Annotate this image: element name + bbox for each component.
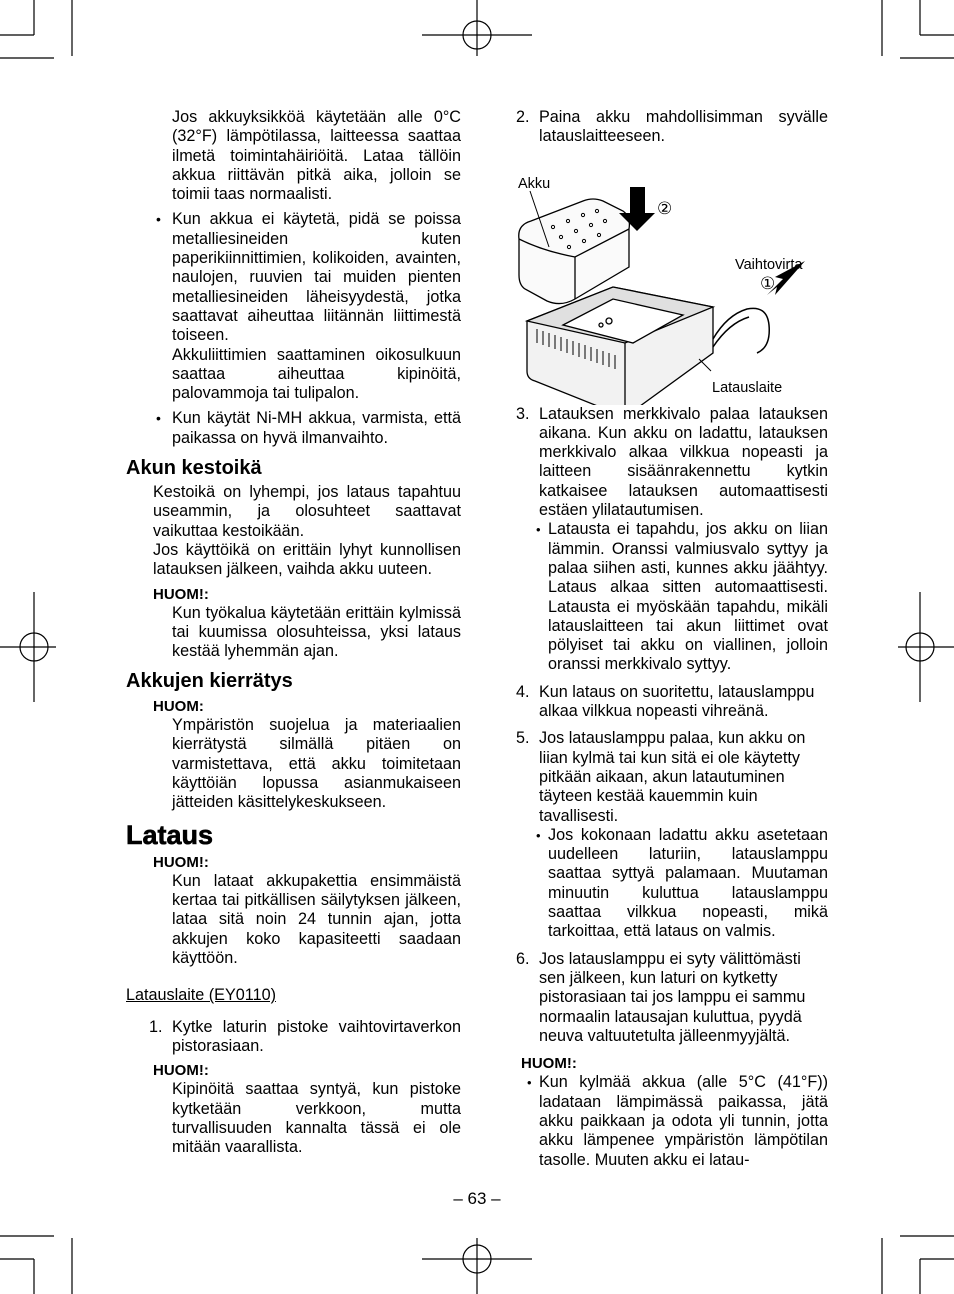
bullet-dot-icon: • <box>527 1075 532 1091</box>
charger-illustration <box>513 147 825 405</box>
section-paragraph: Jos käyttöikä on erittäin lyhyt kunnollisen latauksen jälkeen, vaihda akku uuteen. <box>153 540 461 579</box>
marker-2-icon: ② <box>657 198 673 218</box>
section-heading-lataus: Lataus <box>126 819 214 850</box>
step-item <box>516 108 828 147</box>
section-paragraph: Kestoikä on lyhempi, jos lataus tapahtuu useammin, ja olosuhteet saattavat vaikuttaa kestoikään. <box>153 483 461 540</box>
step-text: Paina akku mahdollisimman syvälle latauslaitteeseen. <box>539 108 828 146</box>
label-akku: Akku <box>518 175 551 192</box>
bullet-text: Kun kylmää akkua (alle 5°C (41°F)) ladataan lämpimässä paikassa, jätä akku paikkaan ja odota yli tunnin, jotta akku lämpenee ympäristön lämpötilan tasolle. Muuten akku ei latau- <box>539 1073 828 1169</box>
step-item <box>516 683 828 722</box>
bullet-text: Kun akkua ei käytetä, pidä se poissa metalliesineiden kuten paperikiinnittimien, kolikoiden, avainten, naulojen, ruuvien tai muiden pienten metalliesineiden läheisyydestä, jotka saattavat aiheuttaa liitännän liittimestä toiseen. <box>172 210 461 345</box>
step-text: Kun lataus on suoritettu, latauslamppu alkaa vilkkua nopeasti vihreänä. <box>539 682 815 721</box>
section-heading-akun-kestoika: Akun kestoikä <box>126 457 262 480</box>
note-label: HUOM!: <box>153 585 209 603</box>
marker-1-icon: ① <box>760 273 776 293</box>
bullet-text: Latausta ei tapahdu, jos akku on liian lämmin. Oranssi valmiusvalo syttyy ja palaa siihen asti, kunnes akku jäähtyy. Lataus alkaa sitten automaattisesti. Latausta ei myöskään tapahdu, mikäli latauslaitteen tai akun liittimet ovat pölyiset tai akku on viallinen, jolloin oranssi merkkivalo syttyy. <box>548 520 828 674</box>
bullet-item <box>156 409 461 448</box>
step-text: Kytke laturin pistoke vaihtovirtaverkon pistorasiaan. <box>172 1017 461 1055</box>
bullet-item <box>536 520 828 674</box>
right-column <box>516 108 828 1170</box>
charger-model-link: Latauslaite (EY0110) <box>126 986 276 1005</box>
step-number: 6. <box>516 949 530 968</box>
label-latauslaite: Latauslaite <box>712 379 783 396</box>
step-number: 3. <box>516 404 530 423</box>
step-number: 2. <box>516 108 530 126</box>
bullet-continuation: Akkuliittimien saattaminen oikosulkuun saattaa aiheuttaa kipinöitä, palovammoja tai tulipalon. <box>172 345 461 403</box>
note-text: Ympäristön suojelua ja materiaalien kierrätystä silmällä pitäen on varmistettava, että akku toimitetaan käyttöiän lopussa asianmukaiseen jätteiden käsittelykeskukseen. <box>172 716 461 812</box>
step-number: 4. <box>516 682 530 701</box>
bullet-dot-icon: • <box>156 410 161 427</box>
left-column <box>126 108 461 1158</box>
note-text: Kun työkalua käytetään erittäin kylmissä tai kuumissa olosuhteissa, yksi lataus kestää lyhemmän ajan. <box>172 603 461 661</box>
note-text: Kun lataat akkupakettia ensimmäistä kertaa tai pitkällisen säilytyksen jälkeen, lataa sitä noin 24 tunnin ajan, jotta akkujen koko kapasiteetti saadaan käyttöön. <box>172 871 461 967</box>
bullet-item <box>156 210 461 345</box>
step-item <box>516 405 828 521</box>
note-label: HUOM: <box>153 697 204 715</box>
step-text: Jos latauslamppu ei syty välittömästi sen jälkeen, kun laturi on kytketty pistorasiaan tai jos lamppu ei sammu normaalin latausajan kuluttua, pyydä neuva valtuutetulta jälleenmyyjältä. <box>539 949 806 1045</box>
step-item <box>149 1017 461 1057</box>
note-label: HUOM!: <box>521 1055 577 1073</box>
section-heading-akkujen-kierratys: Akkujen kierrätys <box>126 669 293 692</box>
bullet-dot-icon: • <box>536 827 541 843</box>
note-label: HUOM!: <box>153 1062 209 1080</box>
intro-paragraph: Jos akkuyksikköä käytetään alle 0°C (32°F) lämpötilassa, laitteessa saattaa ilmetä toimintahäiriöitä. Lataa tällöin akkua riittävän pitkä aika, jolloin se toimii taas normaalisti. <box>172 108 461 204</box>
label-vaihtovirta: Vaihtovirta <box>735 256 803 273</box>
step-number: 1. <box>149 1017 163 1036</box>
note-text: Kipinöitä saattaa syntyä, kun pistoke kytketään verkkoon, mutta turvallisuuden kannalta tässä ei ole mitään vaarallista. <box>172 1080 461 1157</box>
step-item <box>516 950 828 1046</box>
step-item <box>516 729 828 825</box>
bullet-text: Jos kokonaan ladattu akku asetetaan uudelleen laturiin, latauslamppu saattaa syttyä palamaan. Muutaman minuutin kuluttua latauslamppu saattaa vilkkua nopeasti, mikä tarkoittaa, että lataus on valmis. <box>548 825 828 941</box>
bullet-item <box>536 825 828 942</box>
step-number: 5. <box>516 729 530 748</box>
bullet-text: Kun käytät Ni-MH akkua, varmista, että paikassa on hyvä ilmanvaihto. <box>172 409 461 447</box>
note-label: HUOM!: <box>153 853 209 871</box>
bullet-dot-icon: • <box>536 522 541 538</box>
bullet-item <box>527 1073 828 1169</box>
page-number: – 63 – <box>453 1189 501 1208</box>
step-text: Jos latauslamppu palaa, kun akku on liian kylmä tai kun sitä ei ole käytetty pitkään aikaan, akun latautuminen täyteen kestää kauemmin kuin tavallisesti. <box>539 729 806 825</box>
step-text: Latauksen merkkivalo palaa latauksen aikana. Kun akku on ladattu, latauksen merkkivalo alkaa vilkkua nopeasti ja laitteen sisäänrakennettu kytkin katkaisee latauksen automaattisesti estäen ylilatautumisen. <box>539 404 828 520</box>
bullet-dot-icon: • <box>156 211 161 228</box>
charger-drawing <box>513 147 825 405</box>
